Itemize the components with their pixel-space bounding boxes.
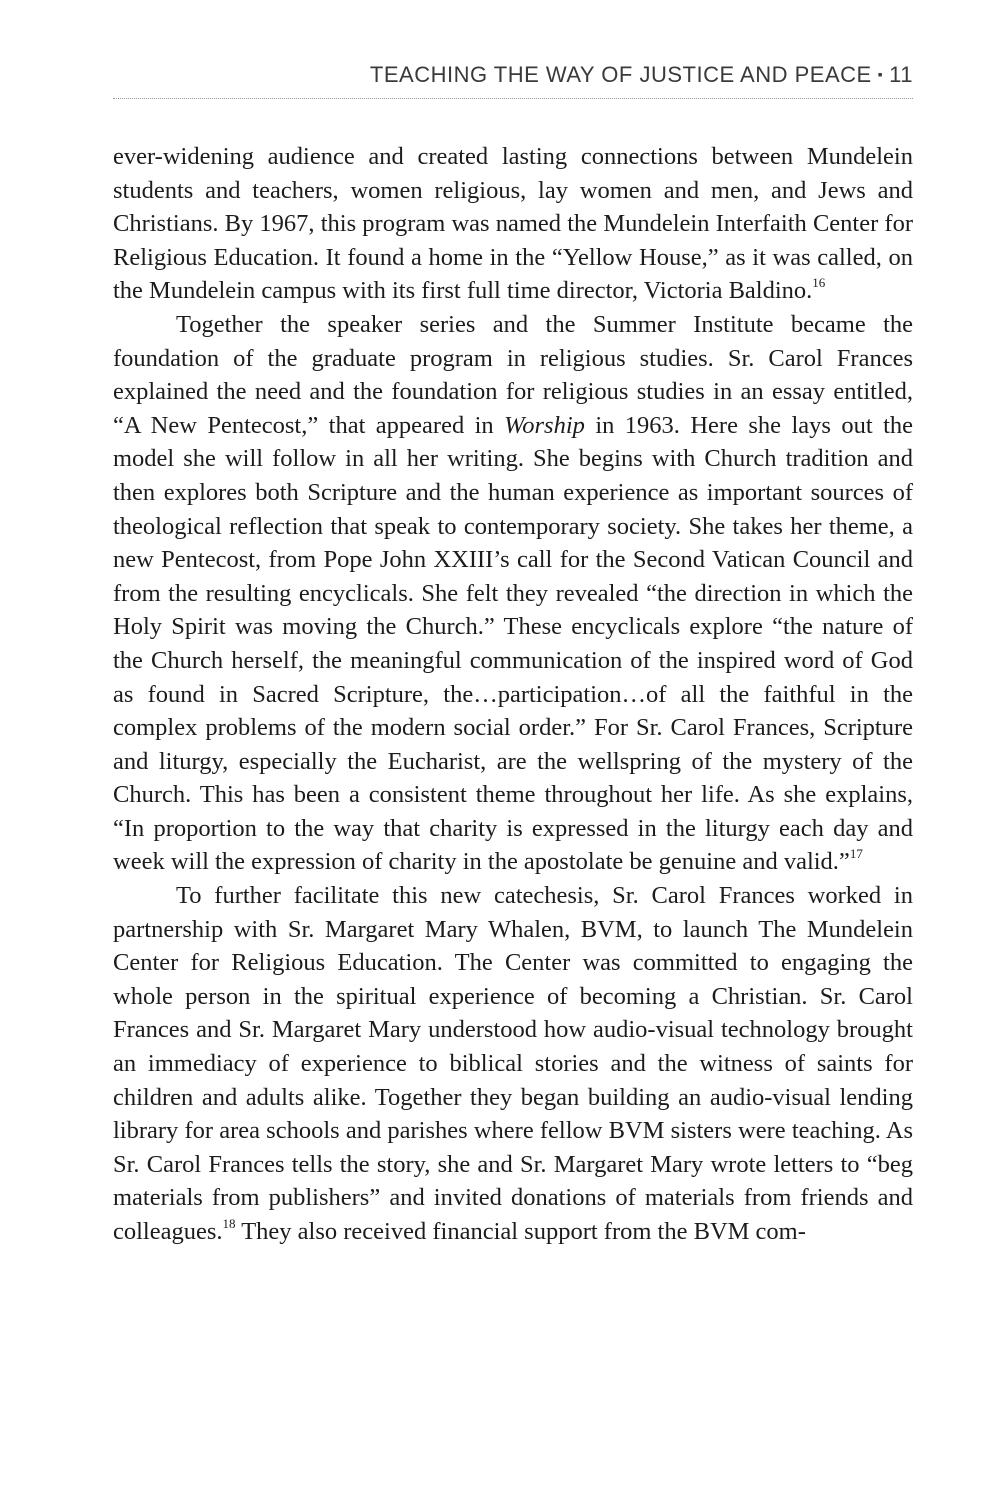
running-header bbox=[113, 62, 913, 99]
footnote-ref-17: 17 bbox=[849, 846, 863, 862]
paragraph-new-pentecost bbox=[113, 308, 913, 879]
paragraph-text: in 1963. Here she lays out the model she will follow in all her writing. She begins with Church tradition and then explores both Scripture and the human experience as important sources of theological reflection that speak to contemporary society. She takes her theme, a new Pentecost, from Pope John XXIII’s call for the Second Vatican Council and from the resulting encyclicals. She felt they revealed “the direction in which the Holy Spirit was moving the Church.” These encyclicals explore “the nature of the Church herself, the meaningful communication of the inspired word of God as found in Sacred Scripture, the…participation…of all the faithful in the complex problems of the modern social order.” For Sr. Carol Frances, Scripture and liturgy, especially the Eucharist, are the wellspring of the mystery of the Church. This has been a consistent theme throughout her life. As she explains, “In proportion to the way that charity is expressed in the liturgy each day and week will the expression of charity in the apostolate be genuine and valid.” bbox=[113, 411, 913, 876]
paragraph-text: ever-widening audience and created lasting connections between Mundelein students and teachers, women religious, lay women and men, and Jews and Christians. By 1967, this program was named the Mundelein Interfaith Center for Religious Education. It found a home in the “Yellow House,” as it was called, on the Mundelein campus with its first full time director, Victoria Baldino. bbox=[113, 143, 913, 305]
paragraph-text: To further facilitate this new catechesis, Sr. Carol Frances worked in partnership with Sr. Margaret Mary Whalen, BVM, to launch The Mundelein Center for Religious Education. The Center was committed to engaging the whole person in the spiritual experience of becoming a Christian. Sr. Carol Frances and Sr. Margaret Mary understood how audio-visual technology brought an immediacy of experience to biblical stories and the witness of saints for children and adults alike. Together they began building an audio-visual lending library for area schools and parishes where fellow BVM sisters were teaching. As Sr. Carol Frances tells the story, she and Sr. Margaret Mary wrote letters to “beg materials from publishers” and invited donations of materials from friends and colleagues. bbox=[113, 882, 913, 1245]
page-number: 11 bbox=[889, 62, 913, 87]
body-text bbox=[113, 140, 913, 1249]
paragraph-religious-education-center bbox=[113, 879, 913, 1249]
paragraph-continuation bbox=[113, 140, 913, 308]
running-title: TEACHING THE WAY OF JUSTICE AND PEACE bbox=[369, 62, 872, 87]
footnote-ref-18: 18 bbox=[222, 1215, 236, 1231]
paragraph-text: They also received financial support from the BVM com- bbox=[235, 1218, 806, 1245]
header-separator: ▪ bbox=[877, 66, 884, 82]
footnote-ref-16: 16 bbox=[812, 275, 826, 291]
journal-title-italic: Worship bbox=[504, 411, 585, 439]
paragraph-text: Together the speaker series and the Summer Institute became the foundation of the graduate program in religious studies. Sr. Carol Frances explained the need and the foundation for religious studies in an essay entitled, “A New Pentecost,” that appeared in bbox=[113, 310, 913, 439]
